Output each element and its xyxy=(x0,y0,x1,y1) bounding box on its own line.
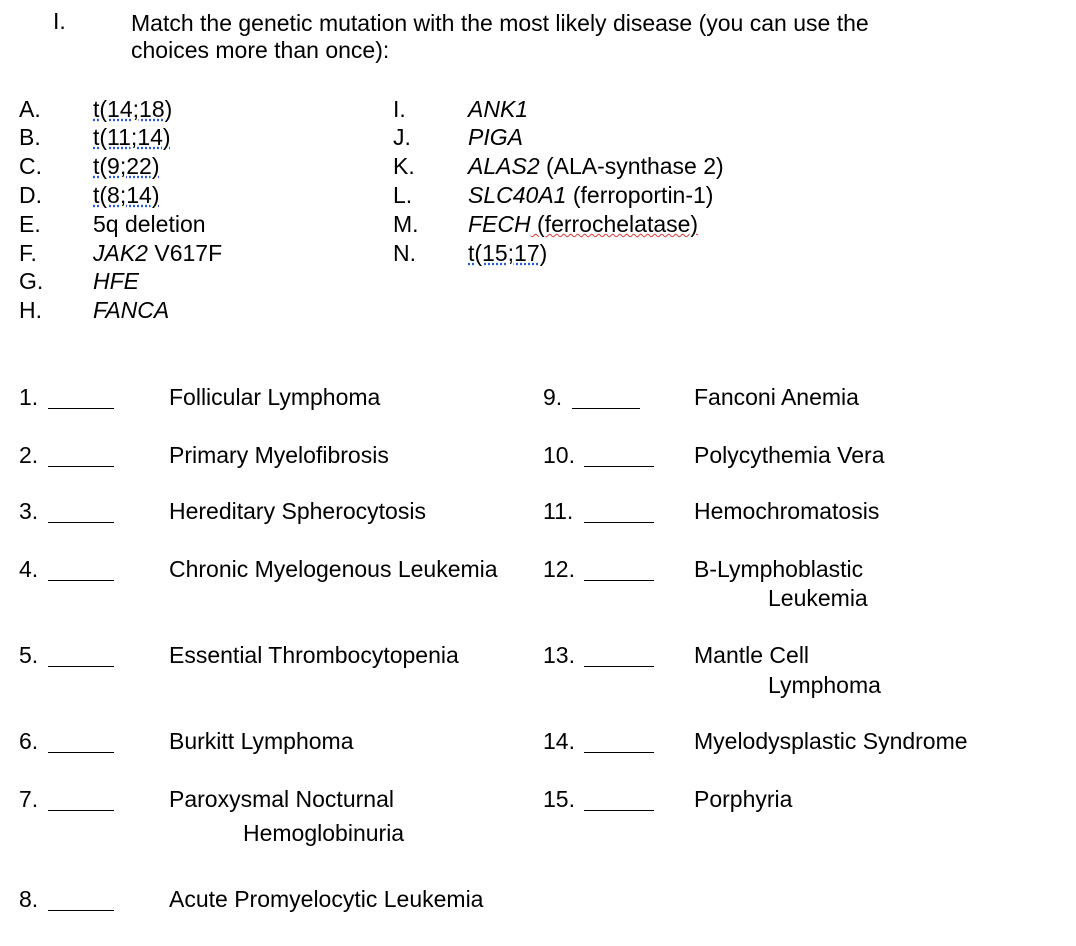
option-letter: K. xyxy=(393,153,415,179)
answer-blank[interactable] xyxy=(584,500,654,523)
section-number: I. xyxy=(53,8,66,34)
option-letter: C. xyxy=(19,153,42,179)
disease-name: Acute Promyelocytic Leukemia xyxy=(169,886,484,912)
disease-name: Polycythemia Vera xyxy=(694,442,885,468)
answer-blank[interactable] xyxy=(584,788,654,811)
answer-blank[interactable] xyxy=(48,788,114,811)
option-text xyxy=(93,240,222,267)
option-letter: I. xyxy=(393,96,406,122)
answer-blank[interactable] xyxy=(48,386,114,409)
question-number: 10. xyxy=(543,442,575,468)
question-number: 6. xyxy=(19,728,39,754)
question-number: 14. xyxy=(543,728,575,754)
disease-name: Primary Myelofibrosis xyxy=(169,442,389,468)
gene-name: ANK1 xyxy=(468,96,529,122)
gene-name: ALAS2 xyxy=(468,153,540,179)
option-text xyxy=(468,153,724,180)
answer-blank[interactable] xyxy=(48,500,114,523)
question-number: 4. xyxy=(19,556,39,582)
option-text: t(14;18) xyxy=(93,96,173,122)
instructions xyxy=(131,10,869,64)
disease-name: Burkitt Lymphoma xyxy=(169,728,354,754)
option-letter: D. xyxy=(19,182,42,208)
option-text xyxy=(468,182,713,209)
option-detail: (ferrochelatase) xyxy=(530,211,699,237)
answer-blank[interactable] xyxy=(48,730,114,753)
option-text xyxy=(468,211,698,238)
disease-name-continued: Hemoglobinuria xyxy=(243,820,405,846)
option-text: t(8;14) xyxy=(93,182,160,208)
option-letter: E. xyxy=(19,211,41,237)
option-letter: N. xyxy=(393,240,416,266)
question-number: 15. xyxy=(543,786,575,812)
answer-blank[interactable] xyxy=(48,888,114,911)
option-letter: H. xyxy=(19,297,42,323)
question-number: 13. xyxy=(543,642,575,668)
question-number: 3. xyxy=(19,498,39,524)
option-detail: V617F xyxy=(147,240,223,266)
gene-name: HFE xyxy=(93,268,139,294)
disease-name: Mantle Cell xyxy=(694,642,810,668)
answer-blank[interactable] xyxy=(584,444,654,467)
gene-name: PIGA xyxy=(468,124,523,150)
disease-name: Essential Thrombocytopenia xyxy=(169,642,459,668)
disease-name: B-Lymphoblastic xyxy=(694,556,864,582)
disease-name-continued: Leukemia xyxy=(768,585,868,611)
gene-name: FECH xyxy=(468,211,531,237)
option-letter: J. xyxy=(393,124,411,150)
answer-blank[interactable] xyxy=(584,644,654,667)
answer-blank[interactable] xyxy=(48,558,114,581)
option-text: 5q deletion xyxy=(93,211,206,237)
answer-blank[interactable] xyxy=(584,730,654,753)
answer-blank[interactable] xyxy=(572,386,640,409)
option-text: t(15;17) xyxy=(468,240,548,266)
option-letter: L. xyxy=(393,182,413,208)
option-letter: M. xyxy=(393,211,419,237)
question-number: 9. xyxy=(543,384,563,410)
answer-blank[interactable] xyxy=(48,444,114,467)
option-text: t(11;14) xyxy=(93,124,171,150)
option-letter: A. xyxy=(19,96,41,122)
gene-name: FANCA xyxy=(93,297,170,323)
disease-name: Hemochromatosis xyxy=(694,498,880,524)
disease-name: Fanconi Anemia xyxy=(694,384,859,410)
option-letter: B. xyxy=(19,124,41,150)
disease-name: Hereditary Spherocytosis xyxy=(169,498,426,524)
answer-blank[interactable] xyxy=(584,558,654,581)
disease-name: Chronic Myelogenous Leukemia xyxy=(169,556,498,582)
disease-name-continued: Lymphoma xyxy=(768,672,881,698)
question-number: 12. xyxy=(543,556,575,582)
instruction-line-2: choices more than once): xyxy=(131,37,390,63)
question-number: 11. xyxy=(543,498,574,524)
option-detail: (ferroportin-1) xyxy=(566,182,714,208)
option-letter: F. xyxy=(19,240,37,266)
question-number: 8. xyxy=(19,886,39,912)
instruction-line-1: Match the genetic mutation with the most likely disease (you can use the xyxy=(131,10,869,36)
disease-name: Porphyria xyxy=(694,786,793,812)
answer-blank[interactable] xyxy=(48,644,114,667)
question-number: 1. xyxy=(19,384,39,410)
option-detail: (ALA-synthase 2) xyxy=(539,153,724,179)
gene-name: SLC40A1 xyxy=(468,182,567,208)
question-number: 5. xyxy=(19,642,39,668)
option-text: t(9;22) xyxy=(93,153,160,179)
question-number: 7. xyxy=(19,786,39,812)
gene-name: JAK2 xyxy=(93,240,148,266)
question-number: 2. xyxy=(19,442,39,468)
disease-name: Follicular Lymphoma xyxy=(169,384,381,410)
disease-name: Myelodysplastic Syndrome xyxy=(694,728,968,754)
disease-name: Paroxysmal Nocturnal xyxy=(169,786,394,812)
option-letter: G. xyxy=(19,268,44,294)
